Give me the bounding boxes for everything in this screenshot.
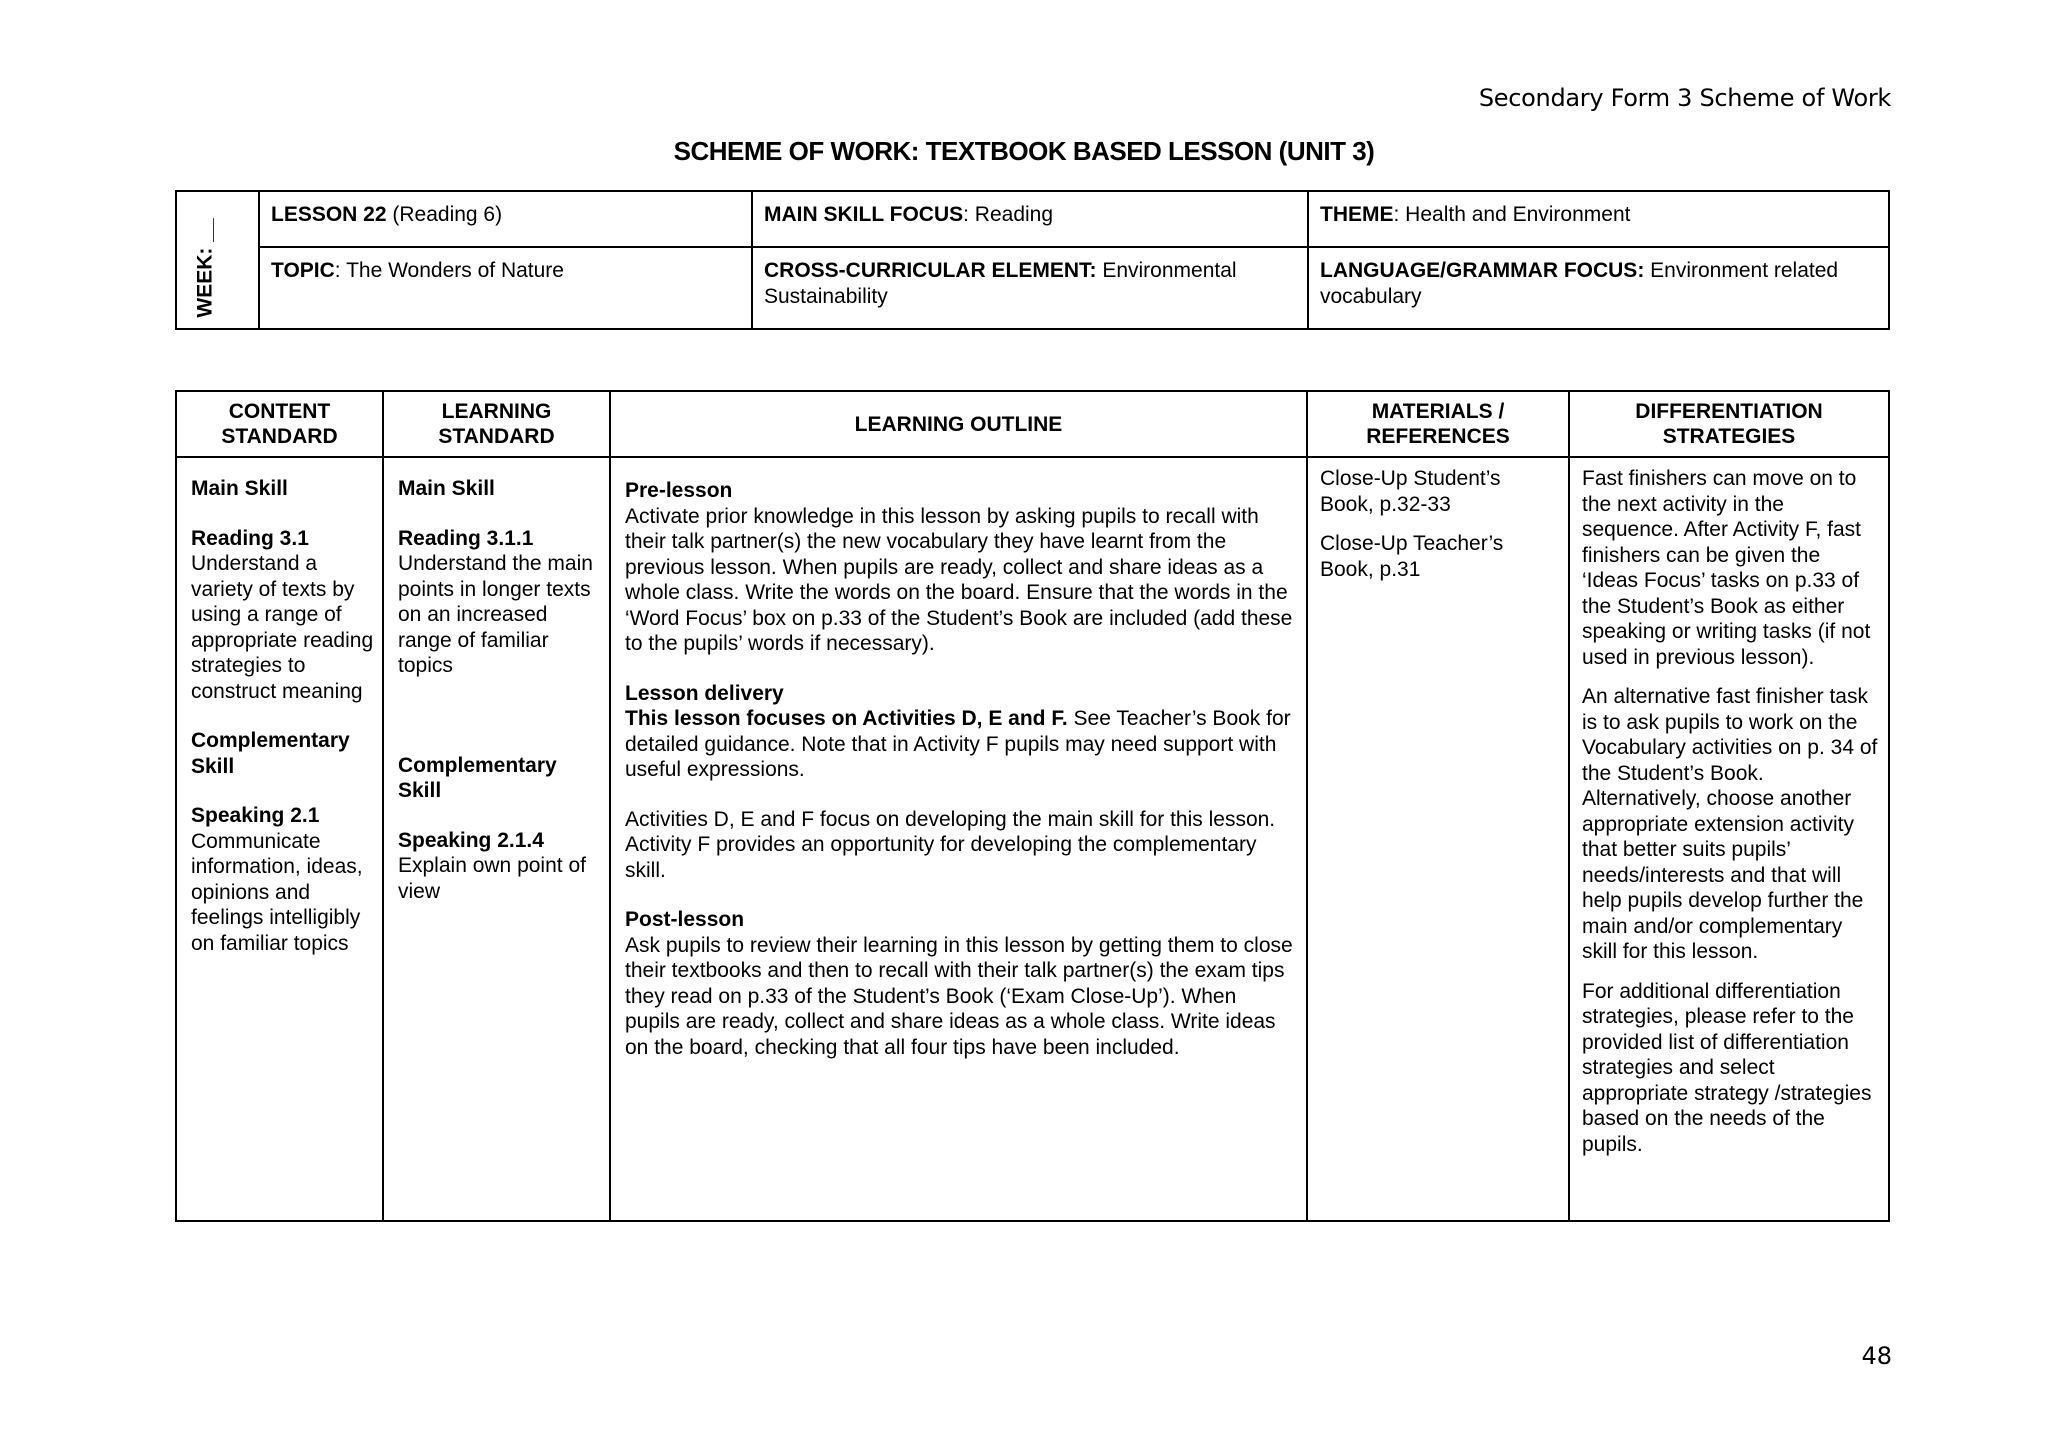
pre-lesson-text: Activate prior knowledge in this lesson by asking pupils to recall with their talk partner(s) the new vocabulary they have learnt from the previous lesson. When pupils are ready, collect and share ideas as a whole class. Write the words on the board. Ensure that the words in the ‘Word Focus’ box on p.33 of the Student’s Book are included (add these to the pupils’ words if necessary).: [625, 504, 1293, 655]
post-lesson-text: Ask pupils to review their learning in this lesson by getting them to close their textbooks and then to recall with their talk partner(s) the exam tips they read on p.33 of the Student’s Book (‘Exam Close-Up’). When pupils are ready, collect and share ideas as a whole class. Write ideas on the board, checking that all four tips have been included.: [625, 933, 1293, 1059]
cross-curricular-value: Environmental Sustainability: [764, 259, 1237, 308]
lesson-info-table: [175, 190, 1890, 330]
lesson-delivery-focus: This lesson focuses on Activities D, E and F.: [625, 707, 1068, 730]
differentiation-para-2: An alternative fast finisher task is to ask pupils to work on the Vocabulary activities on p. 34 of the Student’s Book. Alternatively, choose another appropriate extension activity that better suits pupils’ needs/interests and that will help pupils develop further the main and/or complementary skill for this lesson.: [1582, 685, 1878, 963]
language-grammar-value: Environment related vocabulary: [1320, 259, 1839, 308]
learning-reading-text: Understand the main points in longer texts on an increased range of familiar topics: [398, 552, 593, 677]
page-number: 48: [1861, 1342, 1892, 1370]
running-head: Secondary Form 3 Scheme of Work: [1478, 84, 1891, 112]
content-reading-text: Understand a variety of texts by using a range of appropriate reading strategies to construct meaning: [191, 552, 374, 703]
post-lesson-heading: Post-lesson: [625, 908, 745, 931]
topic-cell: [259, 247, 752, 329]
differentiation-para-1: Fast finishers can move on to the next activity in the sequence. After Activity F, fast finishers can be given the ‘Ideas Focus’ tasks on p.33 of the Student’s Book as either speaking or writing tasks (if not used in previous lesson).: [1582, 467, 1871, 669]
lesson-plan-table: [175, 390, 1890, 1222]
language-grammar-cell: [1308, 247, 1889, 329]
material-teacher-book: Close-Up Teacher’s Book, p.31: [1320, 532, 1504, 581]
materials-cell: [1307, 457, 1569, 1221]
learning-speaking-code: Speaking 2.1.4: [398, 828, 544, 852]
pre-lesson-heading: Pre-lesson: [625, 479, 733, 502]
cross-curricular-cell: [752, 247, 1308, 329]
content-standard-cell: [176, 457, 383, 1221]
header-content-standard: CONTENT STANDARD: [176, 391, 383, 457]
lesson-label: LESSON 22: [271, 203, 387, 226]
learning-standard-cell: [383, 457, 610, 1221]
learning-complementary-heading: Complementary Skill: [398, 753, 557, 802]
content-main-skill-heading: Main Skill: [191, 477, 288, 500]
week-label: WEEK: __: [193, 218, 217, 318]
content-speaking-code: Speaking 2.1: [191, 804, 320, 827]
lesson-value: (Reading 6): [386, 203, 503, 226]
cross-curricular-label: CROSS-CURRICULAR ELEMENT:: [764, 259, 1097, 282]
topic-label: TOPIC: [271, 259, 335, 282]
lesson-cell: [259, 191, 752, 247]
theme-label: THEME: [1320, 203, 1394, 226]
main-skill-focus-label: MAIN SKILL FOCUS: [764, 203, 964, 226]
learning-speaking-text: Explain own point of view: [398, 854, 586, 903]
content-complementary-heading: Complementary Skill: [191, 729, 350, 778]
lesson-delivery-guidance: See Teacher’s Book for detailed guidance. Note that in Activity F pupils may need support with useful expressions.: [625, 707, 1291, 781]
content-reading-code: Reading 3.1: [191, 526, 309, 550]
differentiation-para-3: For additional differentiation strategies, please refer to the provided list of differentiation strategies and select appropriate strategy /strategies based on the needs of the pupils.: [1582, 979, 1872, 1156]
page-title: SCHEME OF WORK: TEXTBOOK BASED LESSON (UNIT 3): [673, 136, 1375, 166]
header-learning-outline: LEARNING OUTLINE: [610, 391, 1307, 457]
theme-cell: [1308, 191, 1889, 247]
learning-main-skill-heading: Main Skill: [398, 477, 495, 500]
learning-outline-cell: [610, 457, 1307, 1221]
header-learning-standard: LEARNING STANDARD: [383, 391, 610, 457]
main-skill-focus-value: : Reading: [963, 203, 1054, 226]
content-speaking-text: Communicate information, ideas, opinions and feelings intelligibly on familiar topics: [191, 829, 363, 955]
lesson-delivery-text-2: Activities D, E and F focus on developing the main skill for this lesson. Activity F provides an opportunity for developing the complementary skill.: [625, 807, 1276, 882]
main-skill-focus-cell: [752, 191, 1308, 247]
material-student-book: Close-Up Student’s Book, p.32-33: [1320, 467, 1501, 516]
topic-value: : The Wonders of Nature: [334, 259, 564, 282]
learning-reading-code: Reading 3.1.1: [398, 526, 534, 550]
header-differentiation: DIFFERENTIATION STRATEGIES: [1569, 391, 1889, 457]
header-materials: MATERIALS / REFERENCES: [1307, 391, 1569, 457]
week-cell: [176, 191, 259, 329]
language-grammar-label: LANGUAGE/GRAMMAR FOCUS:: [1320, 259, 1645, 282]
theme-value: : Health and Environment: [1393, 203, 1631, 226]
differentiation-cell: [1569, 457, 1889, 1221]
lesson-delivery-text: [625, 706, 1296, 783]
lesson-delivery-heading: Lesson delivery: [625, 681, 784, 705]
